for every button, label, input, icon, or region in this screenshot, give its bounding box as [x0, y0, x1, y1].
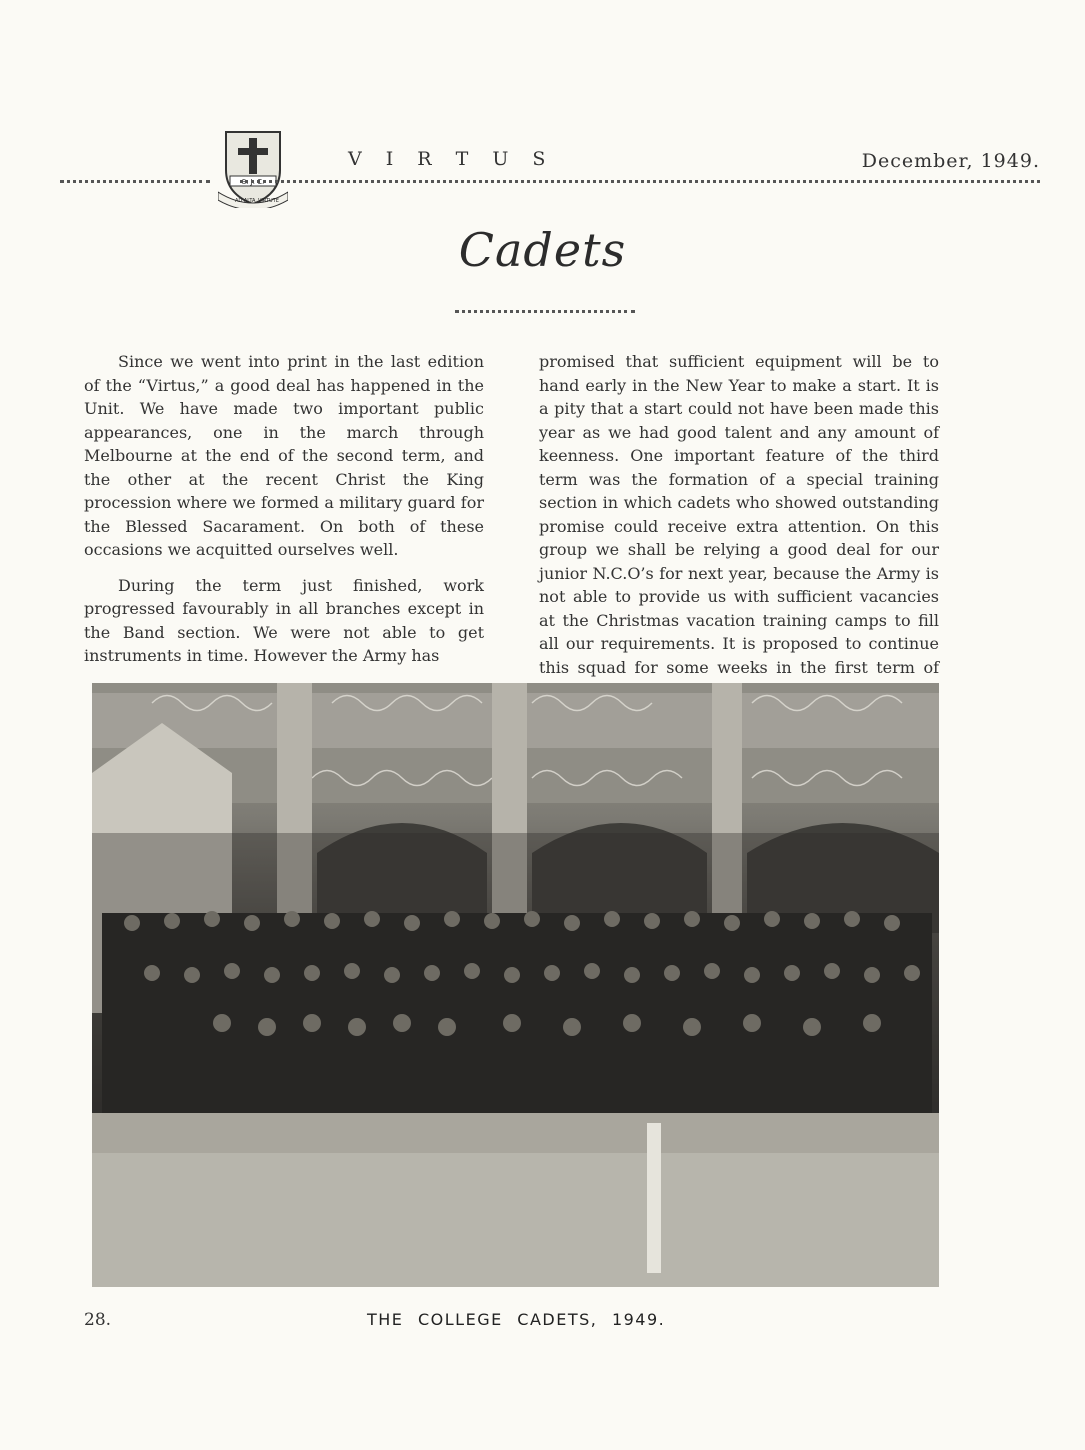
page-number: 28.: [84, 1310, 112, 1330]
crest-motto-right: VIRTUTE: [258, 198, 279, 204]
photo-illustration: [92, 683, 939, 1287]
header-rule-right: [240, 180, 1040, 183]
paragraph: Since we went into print in the last edition of the “Virtus,” a good deal has happened in the Unit. We have made two important public appearances, one in the march through Melbourne at the end of the second term, and the other at the recent Christ the King procession where we formed a military guard for the Blessed Sacarament. On both of these occasions we acquitted ourselves well.: [84, 352, 484, 559]
right-column: [539, 350, 939, 715]
photo-caption: THE COLLEGE CADETS, 1949.: [367, 1310, 666, 1329]
masthead-title: V I R T U S: [348, 148, 555, 170]
article-title: Cadets: [458, 223, 627, 277]
paragraph: promised that sufficient equipment will be to hand early in the New Year to make a start. It is a pity that a start could not have been made this year as we had good talent and any amount of keenness. One important feature of the third term was the formation of a special training section in which cadets who showed outstanding promise could receive extra attention. On this group we shall be relying a good deal for our junior N.C.O’s for next year, because the Army is not able to provide us with sufficient vacancies at the Christmas vacation training camps to fill all our requirements. It is proposed to continue this squad for some weeks in the first term of: [539, 352, 939, 677]
crest-motto-left: AD ALTA: [235, 198, 256, 204]
school-crest-icon: [218, 128, 288, 208]
title-rule: [455, 310, 635, 313]
header-rule-left: [60, 180, 210, 183]
issue-date: December, 1949.: [861, 150, 1040, 172]
group-photograph: [92, 683, 939, 1287]
page-header: [60, 128, 1040, 213]
paragraph: During the term just finished, work progressed favourably in all branches except in the Band section. We were not able to get instruments in time. However the Army has: [84, 575, 484, 665]
left-column: [84, 350, 484, 680]
crest-text: S. J. C.: [241, 178, 265, 186]
